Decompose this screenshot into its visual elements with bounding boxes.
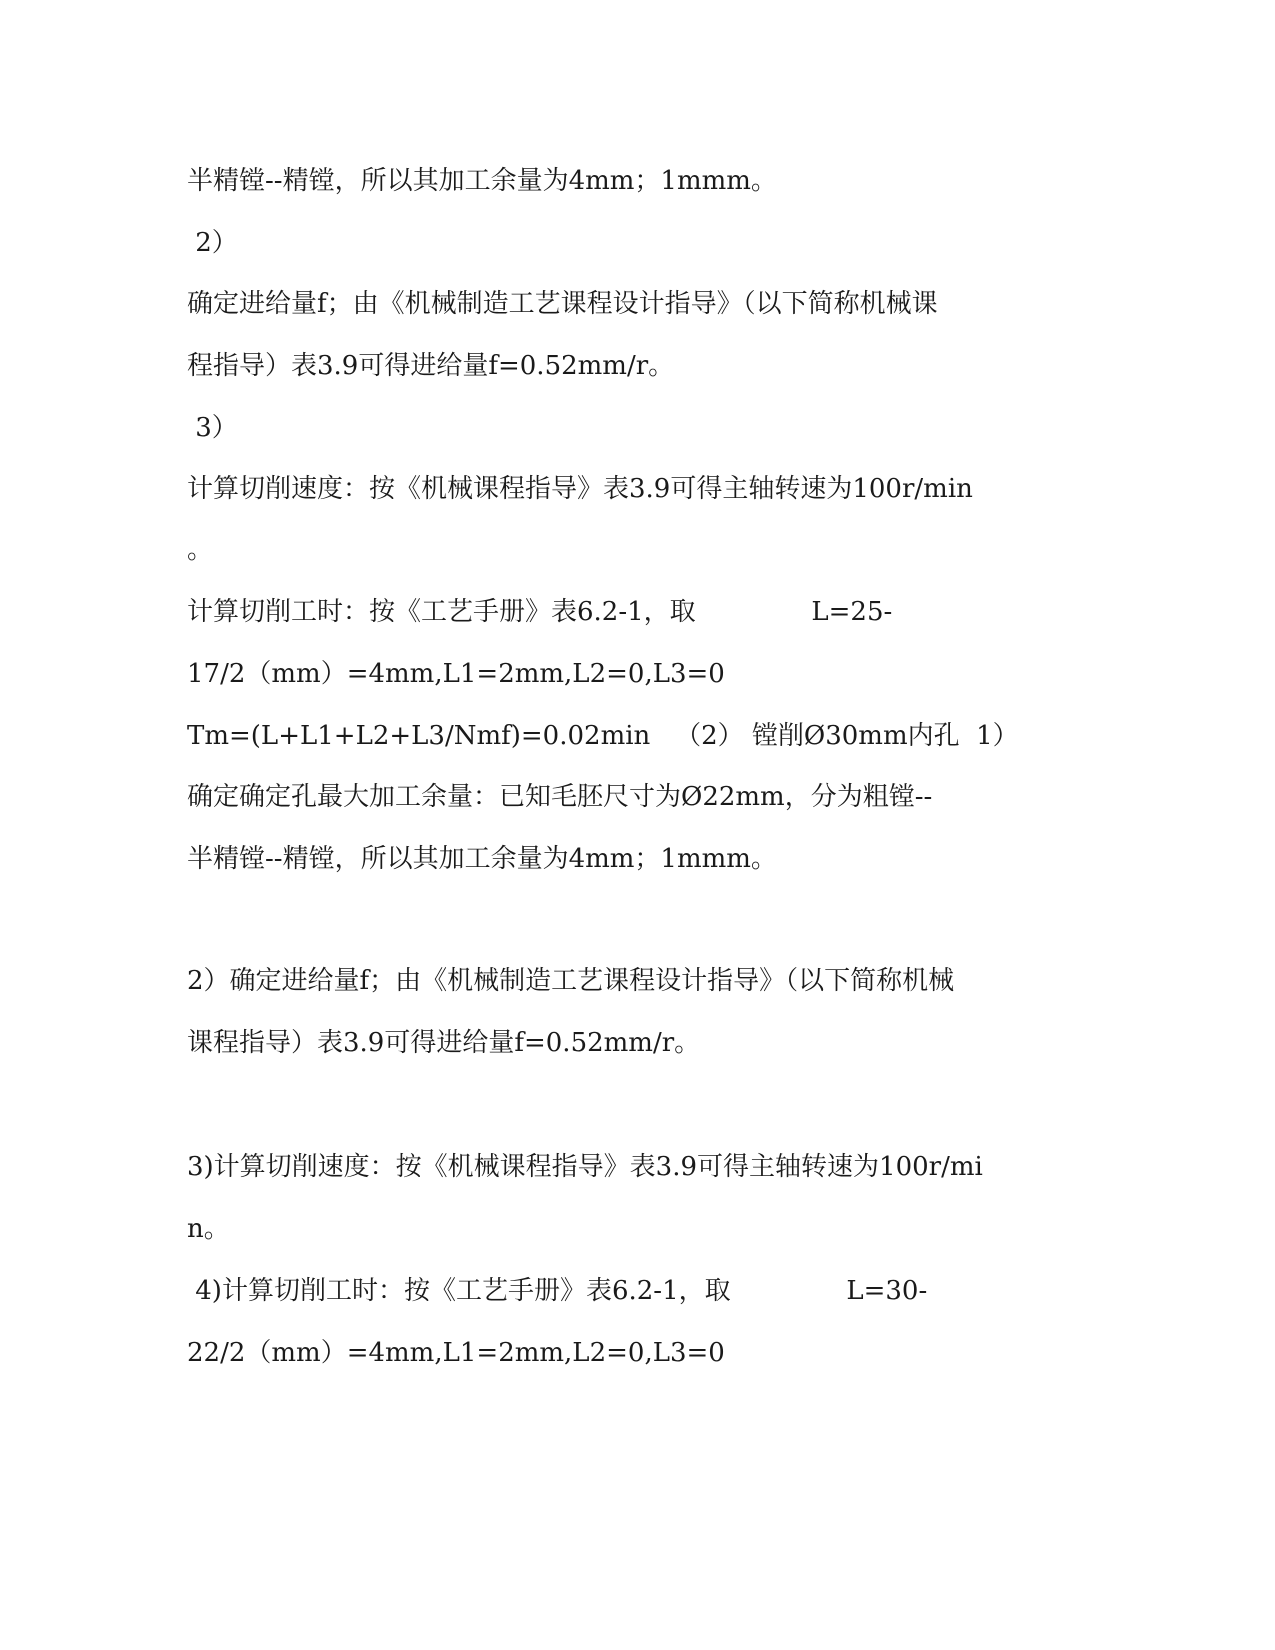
text-line: 确定进给量f；由《机械制造工艺课程设计指导》（以下简称机械课 [187, 289, 938, 319]
text-line: 确定确定孔最大加工余量：已知毛胚尺寸为Ø22mm，分为粗镗-- [187, 782, 933, 812]
text-line: 22/2（mm）=4mm,L1=2mm,L2=0,L3=0 [187, 1338, 725, 1368]
text-line: 程指导）表3.9可得进给量f=0.52mm/r。 [187, 351, 675, 381]
text-line: 计算切削工时：按《工艺手册》表6.2-1，取 L=25- [187, 597, 893, 627]
text-line: 3） [187, 413, 238, 443]
text-line: 2） [187, 228, 238, 258]
text-line: n。 [187, 1214, 230, 1244]
text-line: 课程指导）表3.9可得进给量f=0.52mm/r。 [187, 1028, 701, 1058]
text-line: 4)计算切削工时：按《工艺手册》表6.2-1，取 L=30- [187, 1276, 928, 1306]
text-line: 计算切削速度：按《机械课程指导》表3.9可得主轴转速为100r/min [187, 474, 973, 504]
text-line: 半精镗--精镗，所以其加工余量为4mm；1mmm。 [187, 844, 777, 874]
text-line: 17/2（mm）=4mm,L1=2mm,L2=0,L3=0 [187, 659, 725, 689]
text-line: 。 [187, 535, 214, 565]
text-line: 3)计算切削速度：按《机械课程指导》表3.9可得主轴转速为100r/mi [187, 1152, 983, 1182]
text-line: 半精镗--精镗，所以其加工余量为4mm；1mmm。 [187, 166, 777, 196]
text-line: 2）确定进给量f；由《机械制造工艺课程设计指导》（以下简称机械 [187, 966, 955, 996]
text-line: Tm=(L+L1+L2+L3/Nmf)=0.02min （2） 镗削Ø30mm内孔 1） [187, 721, 1019, 751]
